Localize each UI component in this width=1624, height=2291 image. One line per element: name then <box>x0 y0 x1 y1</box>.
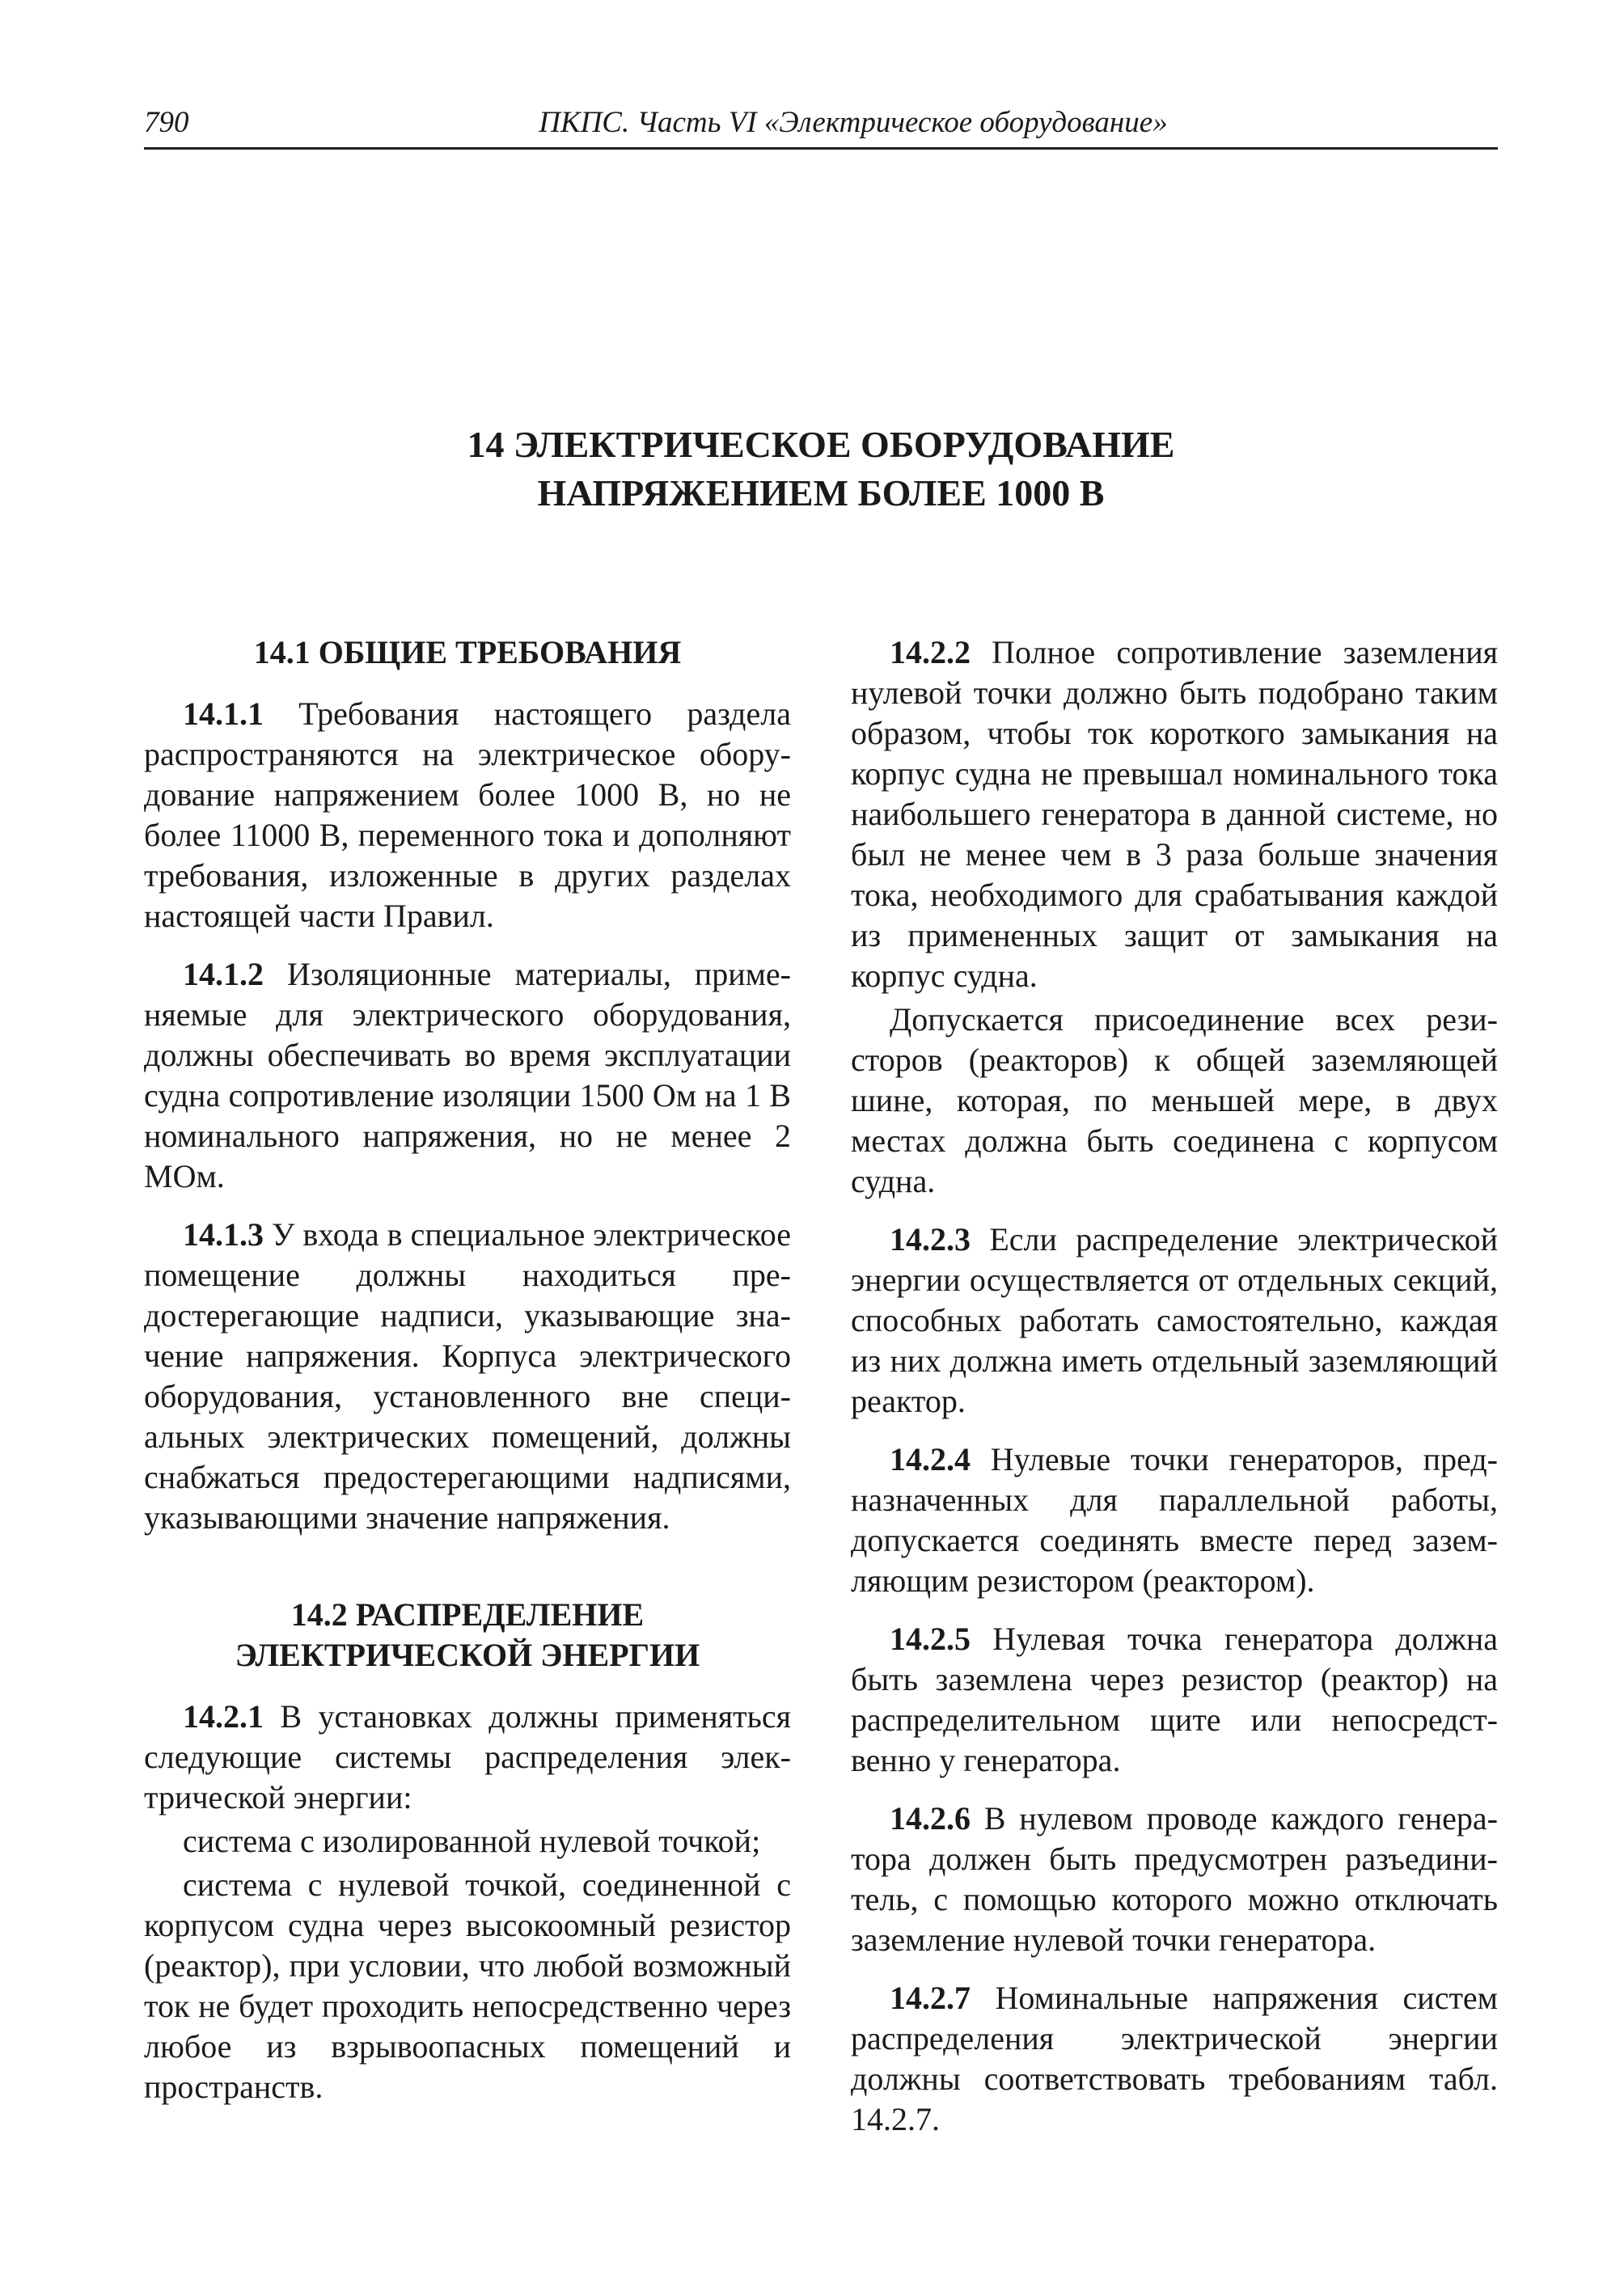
clause-number: 14.2.3 <box>890 1221 971 1258</box>
chapter-title-line-1: 14 ЭЛЕКТРИЧЕСКОЕ ОБОРУДОВАНИЕ <box>467 424 1175 465</box>
clause-number: 14.2.2 <box>890 634 971 670</box>
paragraph-14-2-4 <box>851 1439 1498 1601</box>
clause-text: Требования настоящего раздела распространяются на электрическое оборудование напряжением более 1000 В, но не более 11000 В, переменного тока и дополняют требования, изложенные в других разделах настоящей части Правил. <box>144 695 791 934</box>
clause-text: В установках должны применяться следующие системы распределения электрической энергии: <box>144 1698 791 1815</box>
right-column <box>851 632 1498 2140</box>
list-item-grounded-neutral: система с нулевой точкой, соединенной с корпусом судна через высокоомный резистор (реактор), при условии, что любой возможный ток не будет проходить непосредственно через любое из взрывоопасных помещений и пространств. <box>144 1866 791 2105</box>
left-column <box>144 632 791 2107</box>
chapter-title-line-2: НАПРЯЖЕНИЕМ БОЛЕЕ 1000 В <box>537 472 1105 514</box>
clause-number: 14.2.5 <box>890 1621 971 1657</box>
page-number: 790 <box>144 106 189 139</box>
section-heading-14-1 <box>144 632 791 673</box>
running-header-title: ПКПС. Часть VI «Электрическое оборудование» <box>539 106 1168 139</box>
running-header <box>144 105 1498 150</box>
clause-text: У входа в специальное электрическое помещение должны находиться предостерегающие надписи, указывающие значение напряжения. Корпуса электрического оборудования, установленного вне специальных электрических помещений, должны снабжаться предостерегающими надписями, указывающими значение напряжения. <box>144 1216 791 1536</box>
section-heading-14-1-text: 14.1 ОБЩИЕ ТРЕБОВАНИЯ <box>253 634 682 670</box>
paragraph-14-1-3 <box>144 1215 791 1538</box>
paragraph-14-2-7 <box>851 1978 1498 2140</box>
clause-number: 14.1.2 <box>183 956 264 992</box>
paragraph-14-2-2 <box>851 632 1498 996</box>
clause-text: Номинальные напряжения систем распределения электрической энергии должны соответствовать требованиям табл. 14.2.7. <box>851 1980 1498 2137</box>
clause-number: 14.2.6 <box>890 1800 971 1837</box>
paragraph-14-2-1 <box>144 1697 791 1818</box>
paragraph-14-2-3 <box>851 1219 1498 1422</box>
paragraph-14-1-1 <box>144 694 791 936</box>
section-heading-14-2 <box>144 1595 791 1676</box>
paragraph-14-1-2 <box>144 954 791 1197</box>
section-heading-14-2-line-2: ЭЛЕКТРИЧЕСКОЙ ЭНЕРГИИ <box>235 1637 700 1673</box>
section-heading-14-2-line-1: 14.2 РАСПРЕДЕЛЕНИЕ <box>290 1596 645 1633</box>
chapter-title <box>144 421 1498 518</box>
paragraph-14-2-6 <box>851 1799 1498 1960</box>
list-item-isolated-neutral: система с изолированной нулевой точкой; <box>183 1823 761 1859</box>
clause-number: 14.1.1 <box>183 695 264 732</box>
clause-text: Нулевые точки генераторов, предназначенных для параллельной работы, допускается соединять вместе перед заземляющим резистором (реактором). <box>851 1441 1498 1599</box>
clause-text: Полное сопротивление заземления нулевой точки должно быть подобрано таким образом, чтобы ток короткого замыкания на корпус судна не превышал номинального тока наибольшего генератора в данной системе, но был не менее чем в 3 раза больше значения тока, необходимого для срабатывания каждой из примененных защит от замыкания на корпус судна. <box>851 634 1498 994</box>
clause-number: 14.1.3 <box>183 1216 264 1253</box>
clause-number: 14.2.7 <box>890 1980 971 2016</box>
paragraph-14-2-5 <box>851 1619 1498 1781</box>
clause-number: 14.2.1 <box>183 1698 264 1735</box>
clause-text: Если распределение электрической энергии осуществляется от отдельных секций, способных работать самостоятельно, каждая из них должна иметь отдельный заземляющий реактор. <box>851 1221 1498 1419</box>
clause-text: В нулевом проводе каждого генератора должен быть предусмотрен разъединитель, с помощью которого можно отключать заземление нулевой точки генератора. <box>851 1800 1498 1958</box>
clause-text: Изоляционные материалы, применяемые для электрического оборудования, должны обеспечивать во время эксплуатации судна сопротивление изоляции 1500 Ом на 1 В номинального напряжения, но не менее 2 МОм. <box>144 956 791 1194</box>
paragraph-14-2-2-continued: Допускается присоединение всех резисторов (реакторов) к общей заземляющей шине, которая, по меньшей мере, в двух местах должна быть соединена с корпусом судна. <box>851 1001 1498 1199</box>
clause-text: Нулевая точка генератора должна быть заземлена через резистор (реактор) на распределительном щите или непосредственно у генератора. <box>851 1621 1498 1778</box>
clause-number: 14.2.4 <box>890 1441 971 1477</box>
